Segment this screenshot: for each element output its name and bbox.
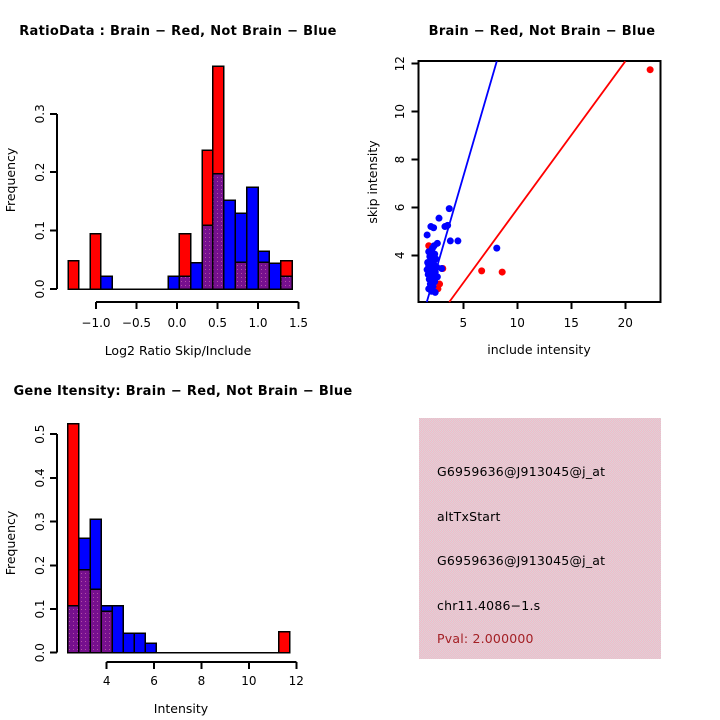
point-red xyxy=(499,269,506,276)
y-tick-label: 0.3 xyxy=(33,512,47,532)
hist-bar-blue xyxy=(101,276,112,289)
hist-bar-red xyxy=(68,261,79,289)
point-blue xyxy=(447,237,454,244)
hist-bar-blue xyxy=(134,633,145,653)
y-tick-label: 0.1 xyxy=(33,221,47,241)
hist-bar-red xyxy=(279,632,290,653)
x-tick-label: 1.0 xyxy=(248,316,268,330)
hist-bar-blue xyxy=(168,276,179,289)
y-tick-label: 6 xyxy=(393,203,407,212)
y-tick-label: 0.2 xyxy=(33,555,47,575)
x-tick-label: −0.5 xyxy=(121,316,152,330)
ratio-histogram-chart xyxy=(0,0,360,360)
x-tick-label: −1.0 xyxy=(81,316,111,330)
point-blue xyxy=(454,237,461,244)
x-tick-label: 0.5 xyxy=(207,316,228,330)
x-axis-label: Log2 Ratio Skip/Include xyxy=(104,343,252,358)
x-tick-label: 4 xyxy=(102,674,111,688)
x-tick-label: 15 xyxy=(563,316,579,330)
y-tick-label: 12 xyxy=(393,56,407,72)
annotation-probe-id: G6959636@J913045@j_at xyxy=(437,464,606,479)
hist-bar-blue xyxy=(191,263,202,289)
plot-box xyxy=(418,61,660,302)
y-tick-label: 0.3 xyxy=(33,104,47,124)
hist-bar-overlap xyxy=(179,276,190,289)
histogram-bars xyxy=(68,66,292,289)
y-tick-label: 10 xyxy=(393,103,407,120)
y-axis-label: Frequency xyxy=(3,510,18,576)
y-tick-label: 0.5 xyxy=(33,424,47,444)
x-tick-label: 10 xyxy=(241,674,257,688)
annotation-probe-id-2: G6959636@J913045@j_at xyxy=(437,553,606,568)
point-red xyxy=(647,66,654,73)
annotation-panel xyxy=(419,418,661,659)
x-axis-label: Intensity xyxy=(153,701,209,716)
point-blue xyxy=(436,215,443,222)
hist-bar-overlap xyxy=(101,611,112,653)
y-tick-label: 8 xyxy=(393,155,407,164)
hist-bar-blue xyxy=(145,643,156,653)
x-tick-label: 12 xyxy=(288,674,304,688)
x-tick-label: 10 xyxy=(509,316,525,330)
hist-bar-red xyxy=(90,234,101,289)
chart-title: RatioData : Brain − Red, Not Brain − Blue xyxy=(19,24,337,39)
chart-title: Brain − Red, Not Brain − Blue xyxy=(428,24,656,39)
hist-bar-overlap xyxy=(213,174,224,289)
intensity-scatter-chart xyxy=(360,0,720,360)
y-tick-label: 0.1 xyxy=(33,599,47,619)
axes xyxy=(33,104,308,330)
point-blue xyxy=(424,231,431,238)
hist-bar-overlap xyxy=(202,225,213,289)
gene-intensity-histogram-chart xyxy=(0,360,360,720)
hist-bar-blue xyxy=(247,187,258,289)
point-blue xyxy=(438,265,445,272)
x-tick-label: 6 xyxy=(150,674,158,688)
annotation-event-type: altTxStart xyxy=(437,509,501,524)
y-axis-label: Frequency xyxy=(3,147,18,213)
hist-bar-blue xyxy=(224,200,235,289)
hist-bar-blue xyxy=(112,606,123,653)
x-axis-label: include intensity xyxy=(487,342,591,357)
hist-bar-overlap xyxy=(79,570,90,653)
fit-line-red xyxy=(449,61,625,302)
hist-bar-overlap xyxy=(235,262,246,289)
hist-bar-overlap xyxy=(68,606,79,653)
x-tick-label: 0.0 xyxy=(167,316,187,330)
y-tick-label: 0.0 xyxy=(33,279,47,299)
hist-bar-overlap xyxy=(281,276,292,289)
hist-bar-blue xyxy=(123,633,134,653)
fit-line-blue xyxy=(427,61,497,302)
y-tick-label: 0.2 xyxy=(33,162,47,182)
chart-title: Gene Itensity: Brain − Red, Not Brain − Blue xyxy=(13,384,353,399)
point-blue xyxy=(430,224,437,231)
y-axis-label: skip intensity xyxy=(365,140,380,224)
point-red xyxy=(478,267,485,274)
point-blue xyxy=(493,245,500,252)
annotation-pval: Pval: 2.000000 xyxy=(437,631,534,646)
x-tick-label: 5 xyxy=(459,316,468,330)
y-tick-label: 0.0 xyxy=(33,643,47,663)
hist-bar-overlap xyxy=(258,262,269,289)
point-blue xyxy=(432,289,439,296)
x-tick-label: 8 xyxy=(197,674,206,688)
point-blue xyxy=(446,205,453,212)
hist-bar-blue xyxy=(269,263,280,289)
x-tick-label: 20 xyxy=(617,316,633,330)
histogram-bars xyxy=(68,424,290,653)
fit-lines xyxy=(427,61,626,302)
y-tick-label: 0.4 xyxy=(33,468,47,488)
hist-bar-overlap xyxy=(90,589,101,652)
x-tick-label: 1.5 xyxy=(288,316,309,330)
y-tick-label: 4 xyxy=(393,251,407,260)
annotation-locus: chr11.4086−1.s xyxy=(437,598,541,613)
